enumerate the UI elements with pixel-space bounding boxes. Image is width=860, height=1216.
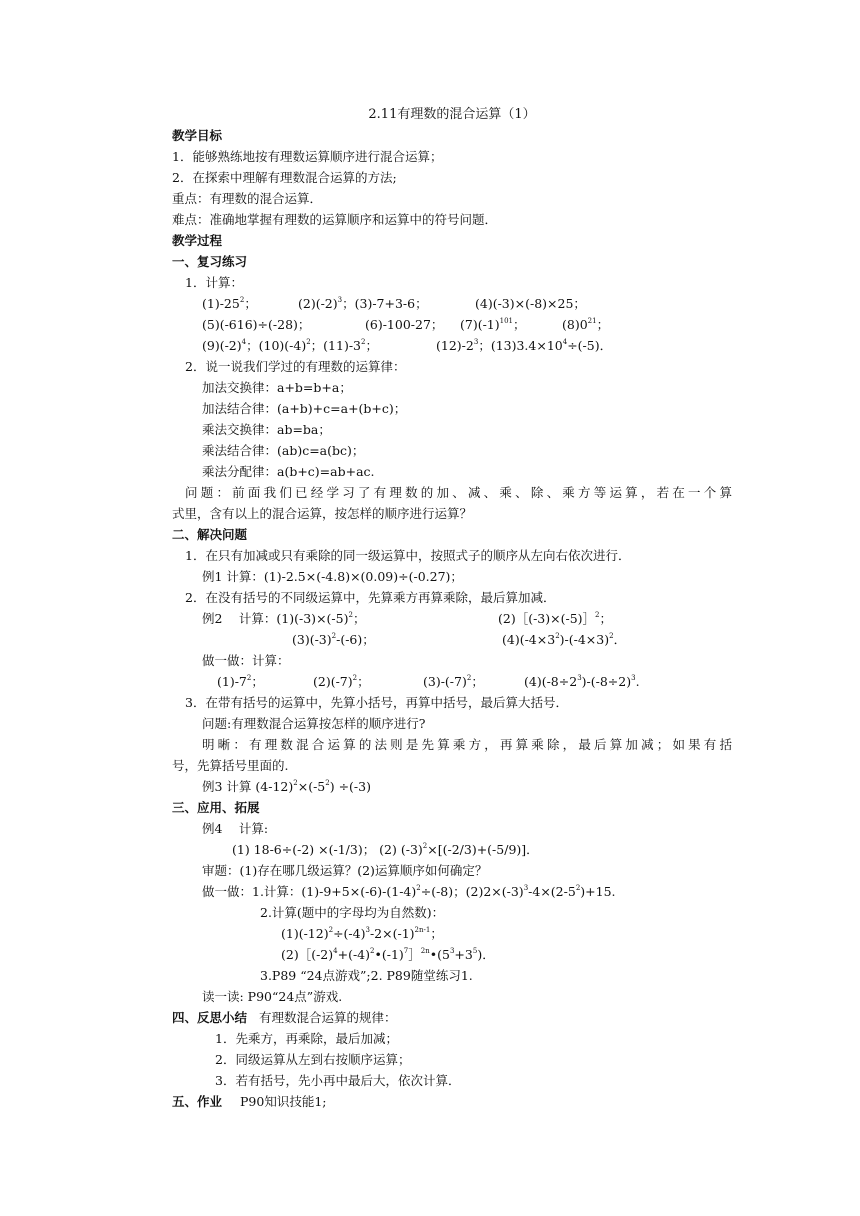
page-title: 2.11有理数的混合运算（1） xyxy=(368,107,536,122)
example-2-row-1 xyxy=(172,608,732,629)
try-it-1: $(1)-7^2$； xyxy=(217,673,264,689)
exercise-row-1 xyxy=(172,293,732,314)
process-heading: 教学过程 xyxy=(172,233,223,248)
question-line: 式里，含有以上的混合运算，按怎样的顺序进行运算？ xyxy=(172,506,473,521)
key-point-line: 重点：有理数的混合运算． xyxy=(172,191,323,206)
example-2-row-2 xyxy=(172,629,732,650)
reflect-item: 3．若有括号，先小再中最后大，依次计算． xyxy=(215,1073,461,1088)
reading-line: 读一读: P90“24点”游戏. xyxy=(202,989,343,1004)
exercise-5: (5)(-616)÷(-28)； xyxy=(202,317,311,332)
solve-heading: 二、解决问题 xyxy=(172,527,248,542)
objective-line: 1．能够熟练地按有理数运算顺序进行混合运算； xyxy=(172,149,443,164)
reflect-line xyxy=(172,1007,732,1028)
review-question: 审题：(1)存在哪几级运算？(2)运算顺序如何确定？ xyxy=(202,863,488,878)
exercise-4: (4)(-3)×(-8)×25； xyxy=(475,296,586,311)
difficulty-line: 难点：准确地掌握有理数的运算顺序和运算中的符号问题． xyxy=(172,212,498,227)
question-line: 问题：前面我们已经学习了有理数的加、减、乘、除、乘方等运算，若在一个算 xyxy=(185,485,732,500)
reflect-item: 1．先乘方，再乘除，最后加减； xyxy=(215,1031,398,1046)
example-2-part-2: (2)［(-3)×(-5)］$^2$； xyxy=(498,610,613,626)
try-it-label: 做一做：计算： xyxy=(202,653,290,668)
try-it-3: 3.P89 “24点游戏”;2. P89随堂练习1. xyxy=(260,968,473,983)
exercise-9-11: $(9)(-2)^4$；$(10)(-4)^2$；$(11)-3^2$； xyxy=(202,337,378,353)
law-item: 乘法结合律：(ab)c=a(bc)； xyxy=(202,443,365,458)
review-heading: 一、复习练习 xyxy=(172,254,248,269)
law-item: 加法结合律：(a+b)+c=a+(b+c)； xyxy=(202,401,407,416)
exercise-1: $(1)-25^2$； xyxy=(202,295,257,311)
try-it-calc-2a: $(1)(-12)^2\div(-4)^3-2\times(-1)^{2n-1}$； xyxy=(281,925,443,941)
law-item: 加法交换律：a+b=b+a； xyxy=(202,380,352,395)
lesson-plan-page xyxy=(172,104,732,1112)
exercise-12-13: $(12)-2^3$；$(13)3.4\times 10^4\div(-5)$． xyxy=(436,337,613,353)
example-2-part-3: $(3)(-3)^2-(-6)$； xyxy=(292,631,375,647)
rule-1: 1．在只有加减或只有乘除的同一级运算中，按照式子的顺序从左向右依次进行． xyxy=(185,548,631,563)
objective-line: 2．在探索中理解有理数混合运算的方法; xyxy=(172,170,397,185)
exercise-6: (6)-100-27； xyxy=(365,317,444,332)
try-it-4: $(4)(-8\div 2^3)-(-8\div 2)^3$. xyxy=(524,673,640,689)
exercise-2-3: $(2)(-2)^3$；(3)-7+3-6； xyxy=(298,295,428,311)
try-it-calc: 做一做：1.计算：$(1)-9+5\times(-6)-(1-4)^2\div(-8)$；$(2)2\times(-3)^3-4\times(2-5^2)+15$. xyxy=(202,883,616,899)
homework-text: P90知识技能1; xyxy=(240,1094,327,1109)
question-line: 问题:有理数混合运算按怎样的顺序进行? xyxy=(202,716,426,731)
rule-3: 3．在带有括号的运算中，先算小括号，再算中括号，最后算大括号． xyxy=(185,695,568,710)
exercise-row-3 xyxy=(172,335,732,356)
homework-line xyxy=(172,1091,732,1112)
example-2-part-1: 例2 计算：$(1)(-3)\times(-5)^2$； xyxy=(202,610,366,626)
example-2-part-4: $(4)(-4\times 3^2)-(-4\times 3)^2$． xyxy=(502,631,627,647)
exercise-8: $(8)0^{21}$； xyxy=(562,316,610,332)
clarify-line: 号，先算括号里面的. xyxy=(172,758,289,773)
law-item: 乘法分配律：a(b+c)=ab+ac. xyxy=(202,464,375,479)
example-4-label: 例4 计算: xyxy=(202,821,269,836)
reflect-subtitle: 有理数混合运算的规律： xyxy=(259,1010,397,1025)
reflect-item: 2．同级运算从左到右按顺序运算； xyxy=(215,1052,411,1067)
try-it-2: $(2)(-7)^2$； xyxy=(313,673,370,689)
homework-heading: 五、作业 xyxy=(172,1094,223,1109)
law-item: 乘法交换律：ab=ba； xyxy=(202,422,331,437)
objectives-heading: 教学目标 xyxy=(172,128,223,143)
example-4: (1) 18-6÷(-2) ×(-1/3)； (2) $(-3)^2\times[(-2/3)+(-5/9)]$． xyxy=(232,841,539,857)
reflect-heading: 四、反思小结 xyxy=(172,1010,248,1025)
try-it-calc-2: 2.计算(题中的字母均为自然数)： xyxy=(260,905,445,920)
apply-heading: 三、应用、拓展 xyxy=(172,800,260,815)
exercise-row-2 xyxy=(172,314,732,335)
clarify-line: 明晰：有理数混合运算的法则是先算乘方，再算乘除，最后算加减；如果有括 xyxy=(202,737,732,752)
try-it-calc-2b: $(2)[(-2)^4+(-4)^2•(-1)^7]^{2n}•(5^3+3^5)$． xyxy=(281,946,495,962)
example-3: 例3 计算 $(4-12)^2\times(-5^2) \div(-3)$ xyxy=(202,778,371,794)
try-it-3: $(3)-(-7)^2$； xyxy=(423,673,484,689)
example-1: 例1 计算：(1)-2.5×(-4.8)×(0.09)÷(-0.27)； xyxy=(202,569,463,584)
try-it-row xyxy=(172,671,732,692)
rule-2: 2．在没有括号的不同级运算中，先算乘方再算乘除，最后算加减． xyxy=(185,590,556,605)
exercise-7: $(7)(-1)^{101}$； xyxy=(460,316,526,332)
laws-intro: 2．说一说我们学过的有理数的运算律： xyxy=(185,359,406,374)
calc-label: 1．计算： xyxy=(185,275,243,290)
